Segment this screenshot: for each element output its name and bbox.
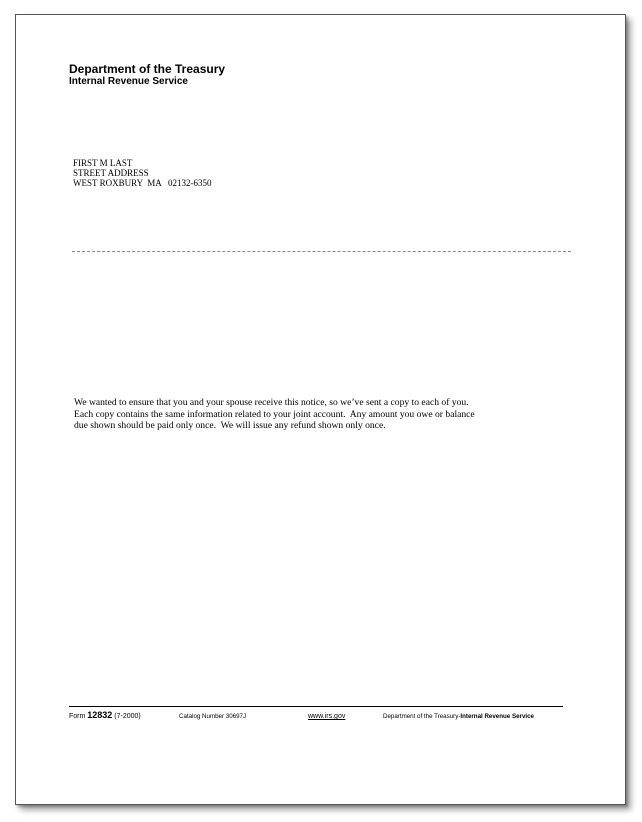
- irs-website-link[interactable]: www.irs.gov: [308, 713, 346, 720]
- notice-line: We wanted to ensure that you and your spouse receive this notice, so we’ve sent a copy to each of you.: [74, 397, 469, 408]
- notice-paragraph: [74, 397, 554, 432]
- notice-line: Each copy contains the same information related to your joint account. Any amount you owe or balance: [74, 408, 475, 420]
- footer-divider: [69, 706, 563, 707]
- form-number: 12832: [87, 710, 113, 720]
- service-name: Internal Revenue Service: [69, 76, 188, 87]
- address-city-line: WEST ROXBURY MA 02132-6350: [73, 178, 212, 188]
- form-prefix: Form: [69, 713, 88, 720]
- form-revision: (7-2000): [112, 713, 141, 720]
- footer-dept-prefix: Department of the Treasury-: [383, 713, 461, 720]
- notice-line: due shown should be paid only once. We will issue any refund shown only once.: [74, 420, 386, 431]
- footer-dept-service: Internal Revenue Service: [460, 713, 534, 720]
- tear-line-divider: [72, 251, 571, 252]
- notice-page: [15, 14, 626, 805]
- address-name: FIRST M LAST: [73, 158, 133, 168]
- department-name: Department of the Treasury: [69, 62, 226, 76]
- address-street: STREET ADDRESS: [73, 168, 149, 178]
- footer-department: [383, 711, 534, 722]
- catalog-number: Catalog Number 30697J: [179, 713, 247, 720]
- mailing-address: [73, 158, 212, 188]
- form-identifier: [69, 710, 141, 722]
- agency-header: [69, 62, 225, 88]
- form-footer: [69, 710, 563, 722]
